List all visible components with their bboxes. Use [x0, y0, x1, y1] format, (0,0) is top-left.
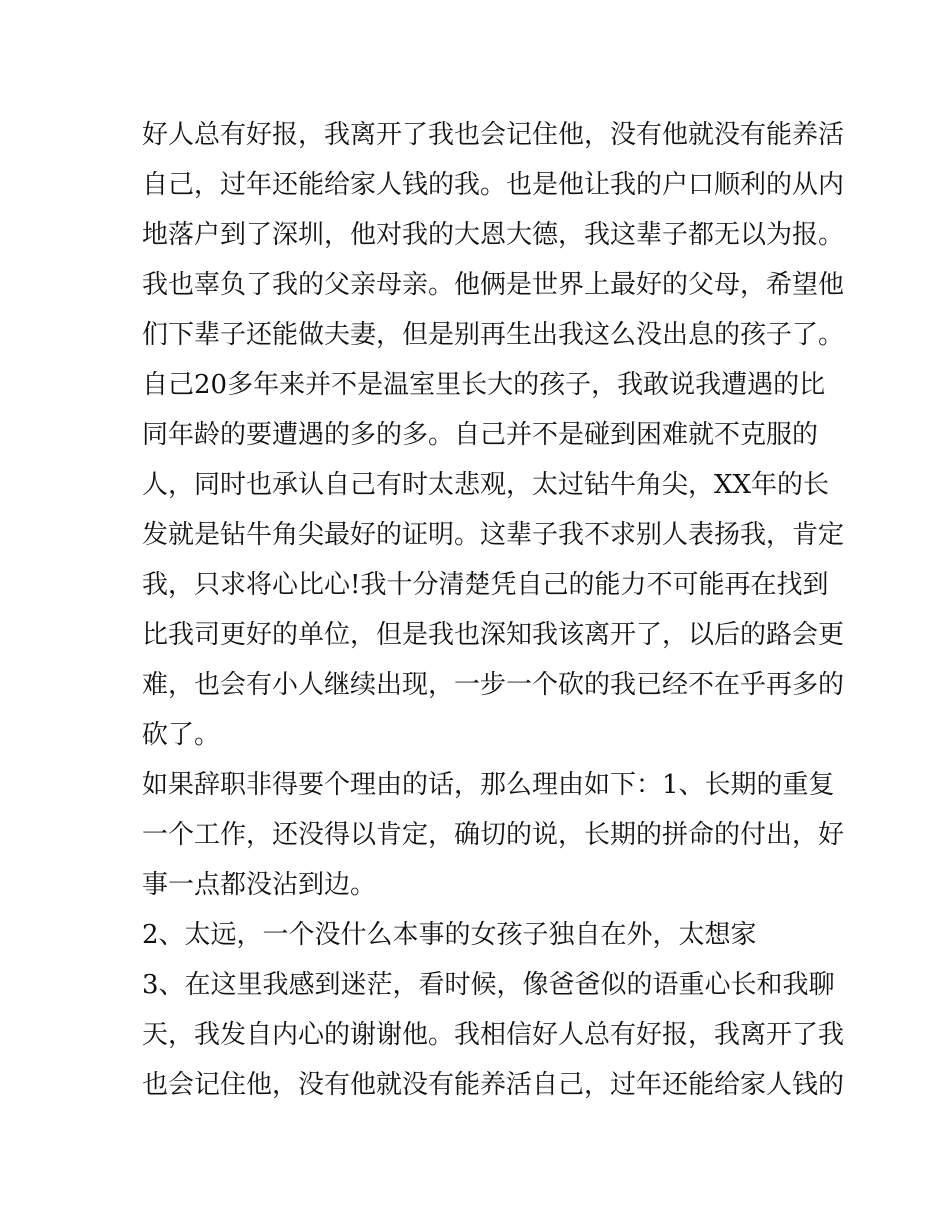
text-line: 一个工作，还没得以肯定，确切的说，长期的拼命的付出，好: [142, 820, 845, 850]
text-line: 自己，过年还能给家人钱的我。也是他让我的户口顺利的从内: [142, 170, 845, 200]
text-line: 我也辜负了我的父亲母亲。他俩是世界上最好的父母，希望他: [142, 270, 845, 300]
text-line: 3、在这里我感到迷茫，看时候，像爸爸似的语重心长和我聊: [142, 970, 835, 1000]
document-body: [142, 110, 845, 1110]
text-line: 同年龄的要遭遇的多的多。自己并不是碰到困难就不克服的: [142, 420, 819, 450]
text-line: 们下辈子还能做夫妻，但是别再生出我这么没出息的孩子了。: [142, 320, 845, 350]
text-line: 比我司更好的单位，但是我也深知我该离开了，以后的路会更: [142, 620, 845, 650]
text-line: 天，我发自内心的谢谢他。我相信好人总有好报，我离开了我: [142, 1020, 845, 1050]
text-line: 我，只求将心比心!我十分清楚凭自己的能力不可能再在找到: [142, 570, 829, 600]
text-line: 好人总有好报，我离开了我也会记住他，没有他就没有能养活: [142, 120, 845, 150]
text-line: 2、太远，一个没什么本事的女孩子独自在外，太想家: [142, 920, 757, 950]
text-line: 发就是钻牛角尖最好的证明。这辈子我不求别人表扬我，肯定: [142, 520, 845, 550]
text-line: 难，也会有小人继续出现，一步一个砍的我已经不在乎再多的: [142, 670, 845, 700]
text-line: 自己20多年来并不是温室里长大的孩子，我敢说我遭遇的比: [142, 370, 826, 400]
text-line: 如果辞职非得要个理由的话，那么理由如下：1、长期的重复: [142, 770, 835, 800]
text-line: 事一点都没沾到边。: [142, 870, 377, 900]
text-line: 人，同时也承认自己有时太悲观，太过钻牛角尖，XX年的长: [142, 470, 830, 500]
text-line: 也会记住他，没有他就没有能养活自己，过年还能给家人钱的: [142, 1070, 845, 1100]
text-line: 砍了。: [142, 720, 221, 750]
text-line: 地落户到了深圳，他对我的大恩大德，我这辈子都无以为报。: [142, 220, 845, 250]
